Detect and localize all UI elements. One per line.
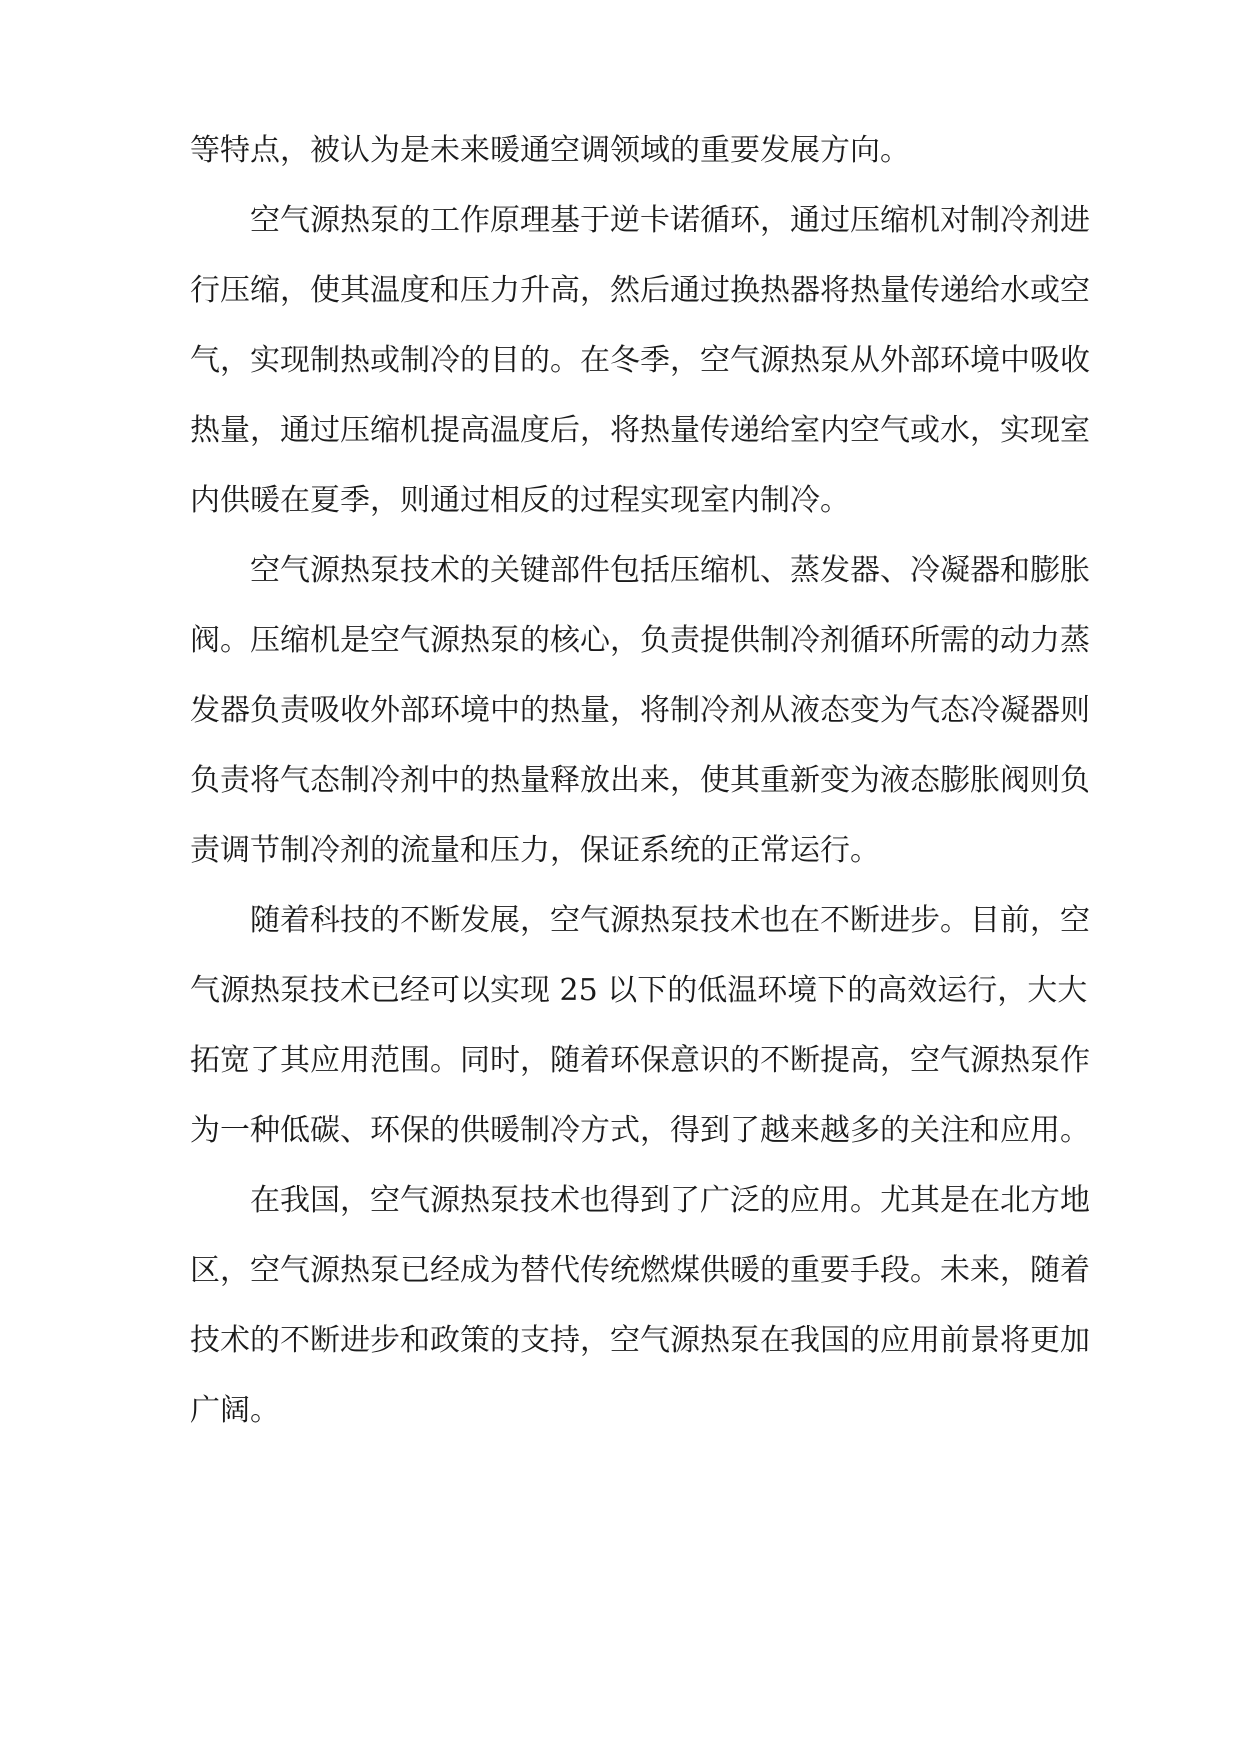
text-line: 广阔。 (190, 1393, 280, 1428)
text-line: 技术的不断进步和政策的支持，空气源热泵在我国的应用前景将更加 (190, 1323, 1090, 1358)
text-line: 气，实现制热或制冷的目的。在冬季，空气源热泵从外部环境中吸收 (190, 343, 1090, 378)
text-line: 拓宽了其应用范围。同时，随着环保意识的不断提高，空气源热泵作 (190, 1043, 1090, 1078)
paragraph-first-line: 空气源热泵技术的关键部件包括压缩机、蒸发器、冷凝器和膨胀 (250, 553, 1090, 588)
paragraph-first-line: 在我国，空气源热泵技术也得到了广泛的应用。尤其是在北方地 (250, 1183, 1090, 1218)
text-line: 区，空气源热泵已经成为替代传统燃煤供暖的重要手段。未来，随着 (190, 1253, 1090, 1288)
text-line: 负责将气态制冷剂中的热量释放出来，使其重新变为液态膨胀阀则负 (190, 763, 1090, 798)
text-line: 等特点，被认为是未来暖通空调领域的重要发展方向。 (190, 133, 910, 168)
text-line: 责调节制冷剂的流量和压力，保证系统的正常运行。 (190, 833, 880, 868)
text-line: 发器负责吸收外部环境中的热量，将制冷剂从液态变为气态冷凝器则 (190, 693, 1090, 728)
text-line: 内供暖在夏季，则通过相反的过程实现室内制冷。 (190, 483, 850, 518)
paragraph-first-line: 空气源热泵的工作原理基于逆卡诺循环，通过压缩机对制冷剂进 (250, 203, 1090, 238)
paragraph-first-line: 随着科技的不断发展，空气源热泵技术也在不断进步。目前，空 (250, 903, 1090, 938)
text-line: 为一种低碳、环保的供暖制冷方式，得到了越来越多的关注和应用。 (190, 1113, 1090, 1148)
text-line: 热量，通过压缩机提高温度后，将热量传递给室内空气或水，实现室 (190, 413, 1090, 448)
text-line: 阀。压缩机是空气源热泵的核心，负责提供制冷剂循环所需的动力蒸 (190, 623, 1090, 658)
text-line: 气源热泵技术已经可以实现 25 以下的低温环境下的高效运行，大大 (190, 973, 1088, 1008)
text-line: 行压缩，使其温度和压力升高，然后通过换热器将热量传递给水或空 (190, 273, 1090, 308)
